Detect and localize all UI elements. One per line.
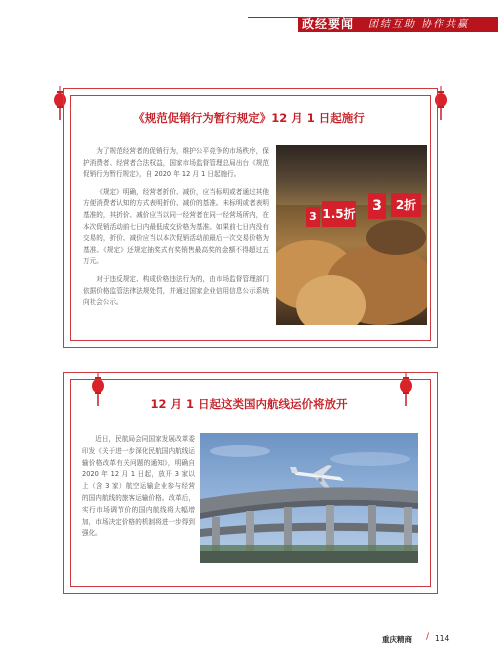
page-number: 114 — [435, 634, 450, 643]
header-rule — [248, 17, 298, 18]
airplane-scene — [200, 433, 418, 563]
publication-name: 重庆精商 — [382, 635, 412, 644]
article1-body — [83, 146, 269, 315]
price-sign: 3 — [306, 207, 320, 227]
article1-paragraph-2: 《规定》明确，经营者折价、减价，应当标明或者通过其他方便消费者认知的方式表明折价、减价的基准。未标明或者表明基准的，其折价、减价应当以同一经营者在同一经营场所内，在本次促销活动前七日内最低成交价格为基准。如果前七日内没有交易的，折价、减价应当以本次促销活动前最后一次交易价格为基准。《规定》还规定抽奖式有奖销售最高奖的金额不得超过五万元。 — [83, 187, 269, 266]
photo-goods — [366, 220, 426, 255]
section-slogan: 团结互助 协作共赢 — [368, 19, 470, 30]
price-sign: 3 — [368, 193, 386, 219]
footer-separator: / — [426, 632, 430, 642]
article1-paragraph-3: 对于违反规定、构成价格违法行为的，由市场监督管理部门依据价格监管法律法规处罚，并通过国家企业信用信息公示系统向社会公示。 — [83, 274, 269, 307]
price-sign: 1.5折 — [322, 201, 356, 227]
market-discount-photo — [276, 145, 427, 325]
article2-title: 12 月 1 日起这类国内航线运价将放开 — [150, 397, 348, 411]
article2-paragraph: 近日，民航局会同国家发展改革委印发《关于进一步深化民航国内航线运输价格改革有关问题的通知》，明确自 2020 年 12 月 1 日起，放开 3 家以上（含 3 家）航空运输企业参与经营的国内航线的旅客运输价格。改革后，实行市场调节价的国内航线将大幅增加，市场决定价格的机制将进一步得到强化。 — [82, 435, 195, 538]
article1-paragraph-1: 为了规范经营者的促销行为，维护公平竞争的市场秩序，保护消费者、经营者合法权益，国家市场监督管理总局出台《规范促销行为暂行规定》，自 2020 年 12 月 1 日起施行。 — [83, 147, 269, 179]
airplane-photo — [200, 433, 418, 563]
price-sign: 2折 — [391, 193, 421, 217]
article2-body — [82, 434, 195, 546]
section-title: 政经要闻 — [302, 17, 355, 31]
article1-title: 《规范促销行为暂行规定》12 月 1 日起施行 — [133, 111, 365, 125]
